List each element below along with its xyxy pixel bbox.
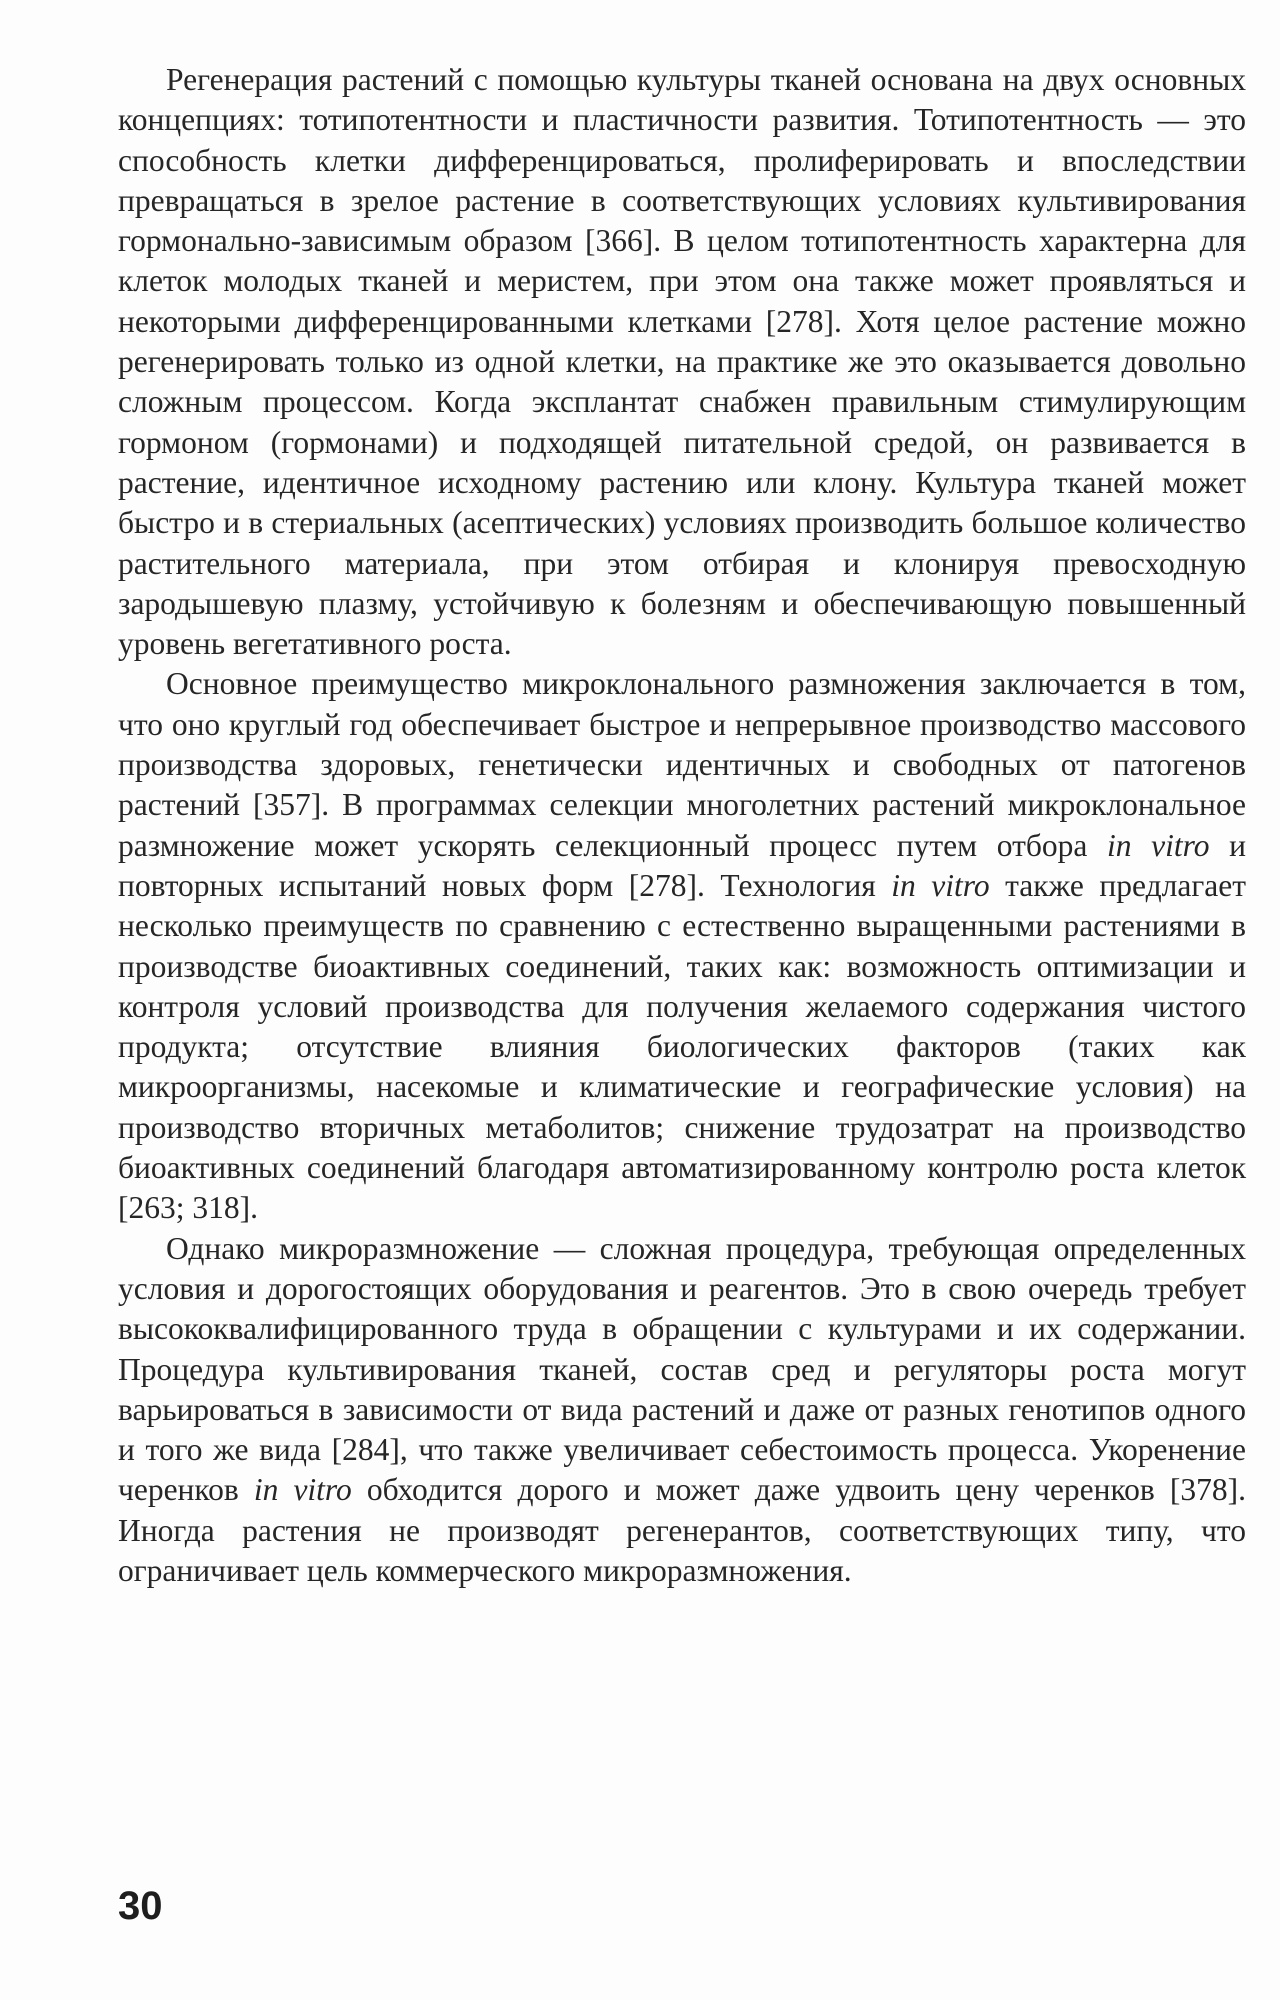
text-run: Однако микроразмножение — сложная процедура, требующая определенных условия и дорогостоящих оборудования и реагентов. Это в свою очередь требует высококвалифицированного труда в обращении с культурами и их содержании. Процедура культивирования тканей, состав сред и регуляторы роста могут варьироваться в зависимости от вида растений и даже от разных генотипов одного и того же вида [284], что также увеличивает себестоимость процесса. Укоренение черенков (118, 1230, 1246, 1508)
page-number: 30 (118, 1884, 163, 1928)
paragraph-regeneration (118, 60, 1246, 664)
italic-term: in vitro (1107, 827, 1210, 863)
paragraph-advantages (118, 664, 1246, 1228)
paragraph-drawbacks (118, 1229, 1246, 1592)
text-run: также предлагает несколько преимуществ по сравнению с естественно выращенными растениями в производстве биоактивных соединений, таких как: возможность оптимизации и контроля условий производства для получения желаемого содержания чистого продукта; отсутствие влияния биологических факторов (таких как микроорганизмы, насекомые и климатические и географические условия) на производство вторичных метаболитов; снижение трудозатрат на производство биоактивных соединений благодаря автоматизированному контролю роста клеток [263; 318]. (118, 867, 1246, 1226)
body-text (118, 60, 1246, 1591)
text-run: Основное преимущество микроклонального размножения заключается в том, что оно круглый год обеспечивает быстрое и непрерывное производство массового производства здоровых, генетически идентичных и свободных от патогенов растений [357]. В программах селекции многолетних растений микроклональное размножение может ускорять селекционный процесс путем отбора (118, 666, 1246, 863)
italic-term: in vitro (253, 1472, 352, 1508)
text-run: и повторных испытаний новых форм [278]. Технология (118, 827, 1246, 903)
italic-term: in vitro (891, 867, 990, 903)
text-run: обходится дорого и может даже удвоить цену черенков [378]. Иногда растения не производят регенерантов, соответствующих типу, что ограничивает цель коммерческого микроразмножения. (118, 1472, 1246, 1588)
text-run: Регенерация растений с помощью культуры тканей основана на двух основных концепциях: тотипотентности и пластичности развития. Тотипотентность — это способность клетки дифференцироваться, пролиферировать и впоследствии превращаться в зрелое растение в соответствующих условиях культивирования гормонально-зависимым образом [366]. В целом тотипотентность характерна для клеток молодых тканей и меристем, при этом она также может проявляться и некоторыми дифференцированными клетками [278]. Хотя целое растение можно регенерировать только из одной клетки, на практике же это оказывается довольно сложным процессом. Когда эксплантат снабжен правильным стимулирующим гормоном (гормонами) и подходящей питательной средой, он развивается в растение, идентичное исходному растению или клону. Культура тканей может быстро и в стериальных (асептических) условиях производить большое количество растительного материала, при этом отбирая и клонируя превосходную зародышевую плазму, устойчивую к болезням и обеспечивающую повышенный уровень вегетативного роста. (118, 62, 1246, 662)
